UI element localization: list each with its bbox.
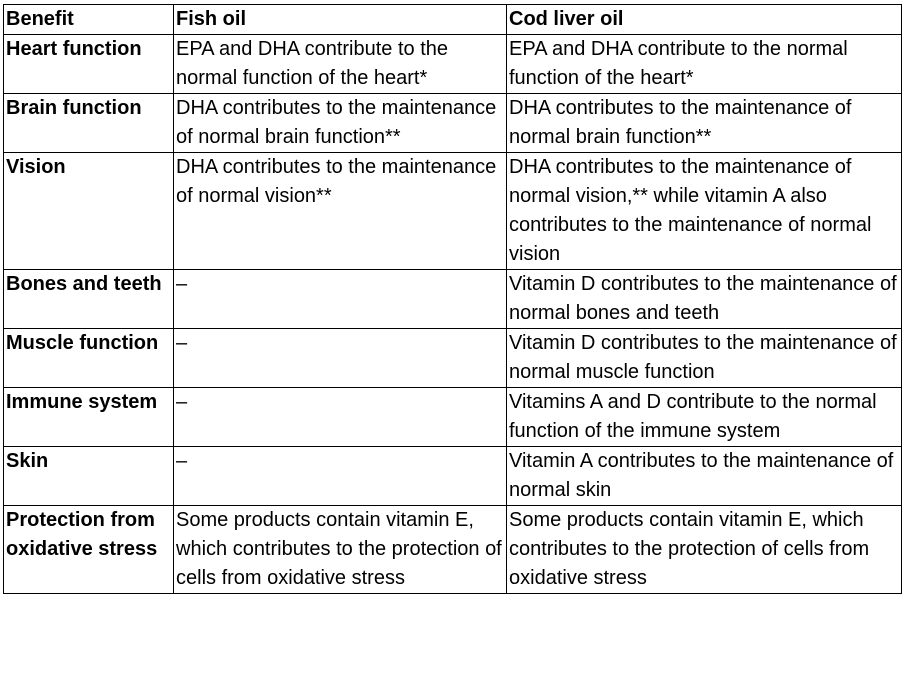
cod-liver-oil-cell: DHA contributes to the maintenance of normal vision,** while vitamin A also contributes to the maintenance of normal vision bbox=[507, 153, 902, 270]
table-row bbox=[4, 153, 902, 270]
fish-oil-cell: – bbox=[174, 388, 507, 447]
table-row bbox=[4, 94, 902, 153]
cod-liver-oil-cell: Vitamin A contributes to the maintenance of normal skin bbox=[507, 447, 902, 506]
table-row bbox=[4, 506, 902, 594]
cod-liver-oil-cell: Vitamin D contributes to the maintenance of normal bones and teeth bbox=[507, 270, 902, 329]
benefit-cell: Bones and teeth bbox=[4, 270, 174, 329]
cod-liver-oil-cell: Vitamins A and D contribute to the normal function of the immune system bbox=[507, 388, 902, 447]
fish-oil-cell: DHA contributes to the maintenance of normal vision** bbox=[174, 153, 507, 270]
benefit-cell: Muscle function bbox=[4, 329, 174, 388]
table-row bbox=[4, 329, 902, 388]
fish-oil-cell: – bbox=[174, 270, 507, 329]
benefit-cell: Brain function bbox=[4, 94, 174, 153]
cod-liver-oil-cell: Some products contain vitamin E, which contributes to the protection of cells from oxidative stress bbox=[507, 506, 902, 594]
table-row bbox=[4, 447, 902, 506]
fish-oil-cell: Some products contain vitamin E, which contributes to the protection of cells from oxidative stress bbox=[174, 506, 507, 594]
header-fish-oil: Fish oil bbox=[174, 5, 507, 35]
benefit-cell: Heart function bbox=[4, 35, 174, 94]
cod-liver-oil-cell: EPA and DHA contribute to the normal function of the heart* bbox=[507, 35, 902, 94]
cod-liver-oil-cell: DHA contributes to the maintenance of normal brain function** bbox=[507, 94, 902, 153]
benefit-cell: Skin bbox=[4, 447, 174, 506]
fish-oil-cell: EPA and DHA contribute to the normal function of the heart* bbox=[174, 35, 507, 94]
table-header-row bbox=[4, 5, 902, 35]
table-row bbox=[4, 270, 902, 329]
header-benefit: Benefit bbox=[4, 5, 174, 35]
benefit-cell: Immune system bbox=[4, 388, 174, 447]
table-row bbox=[4, 388, 902, 447]
fish-oil-cell: DHA contributes to the maintenance of normal brain function** bbox=[174, 94, 507, 153]
benefit-cell: Vision bbox=[4, 153, 174, 270]
fish-oil-cell: – bbox=[174, 329, 507, 388]
header-cod-liver-oil: Cod liver oil bbox=[507, 5, 902, 35]
table-row bbox=[4, 35, 902, 94]
benefit-cell: Protection from oxidative stress bbox=[4, 506, 174, 594]
fish-oil-cell: – bbox=[174, 447, 507, 506]
cod-liver-oil-cell: Vitamin D contributes to the maintenance of normal muscle function bbox=[507, 329, 902, 388]
benefits-comparison-table bbox=[3, 4, 902, 594]
